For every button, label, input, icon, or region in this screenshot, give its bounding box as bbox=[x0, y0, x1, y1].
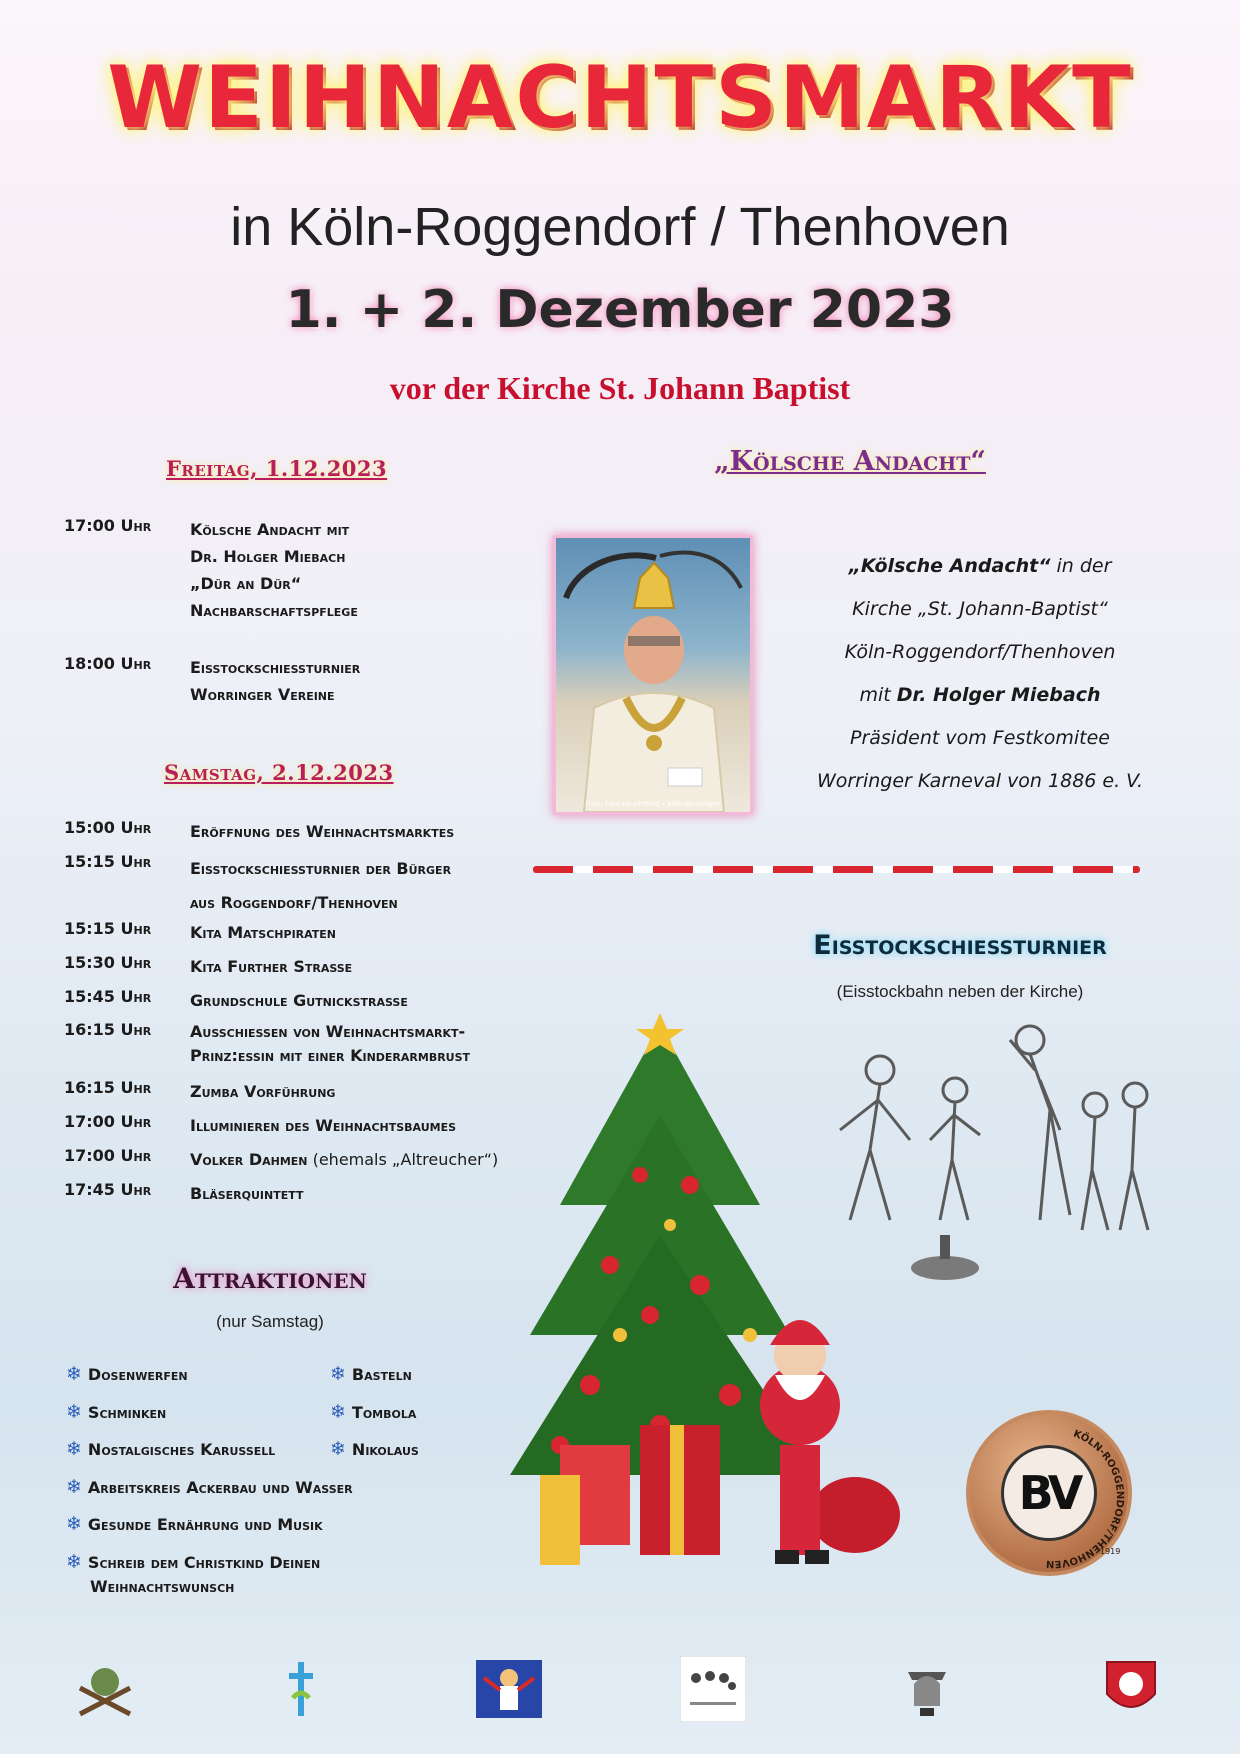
attraction-item bbox=[330, 1394, 419, 1432]
andacht-line bbox=[790, 545, 1170, 588]
snowflake-icon: ❄ bbox=[330, 1400, 346, 1423]
andacht-heading: „Kölsche Andacht“ bbox=[714, 446, 986, 477]
attraction-item bbox=[66, 1394, 353, 1432]
andacht-description bbox=[790, 545, 1170, 803]
attraction-item bbox=[66, 1431, 353, 1469]
schedule-time: 15:15 Uhr bbox=[64, 919, 152, 938]
attraction-label: Gesunde Ernährung und Musik bbox=[87, 1515, 323, 1534]
attraction-label: Schreib dem Christkind Deinen bbox=[87, 1552, 321, 1572]
photo-credit: Foto: Foto Leuchtfeld • Köln-Worringen bbox=[585, 800, 721, 808]
ssv-logo bbox=[1098, 1656, 1164, 1722]
attraction-item bbox=[330, 1431, 419, 1469]
saturday-schedule bbox=[64, 818, 534, 1218]
schedule-desc: Grundschule Gutnickstraße bbox=[190, 991, 408, 1010]
snowflake-icon: ❄ bbox=[330, 1363, 346, 1385]
schedule-time: 15:45 Uhr bbox=[64, 987, 152, 1006]
attraction-label: Dosenwerfen bbox=[87, 1365, 188, 1384]
kita-logo bbox=[476, 1656, 542, 1722]
schedule-time: 16:15 Uhr bbox=[64, 1078, 152, 1097]
schedule-desc: Bläserquintett bbox=[190, 1184, 304, 1203]
snowflake-icon: ❄ bbox=[66, 1550, 82, 1573]
poster-title: WEIHNACHTSMARKT bbox=[107, 48, 1133, 148]
desc-line: Ausschießen von Weihnachtsmarkt- bbox=[190, 1022, 466, 1041]
schedule-time: 15:15 Uhr bbox=[64, 852, 152, 871]
andacht-line: Worringer Karneval von 1886 e. V. bbox=[816, 770, 1144, 792]
desc-line: „Dür an Dür“ bbox=[190, 574, 302, 593]
bv-club-logo bbox=[966, 1410, 1132, 1576]
schedule-time: 17:00 Uhr bbox=[64, 1146, 152, 1165]
attraction-item bbox=[66, 1469, 353, 1507]
bv-year: 1919 bbox=[1100, 1547, 1121, 1556]
feuerwehr-logo bbox=[894, 1656, 960, 1722]
desc-line: Nachbarschaftspflege bbox=[190, 601, 358, 620]
portrait-illustration bbox=[556, 538, 750, 812]
schedule-time: 17:45 Uhr bbox=[64, 1180, 152, 1199]
attraction-label: Nikolaus bbox=[351, 1440, 419, 1459]
saturday-heading: Samstag, 2.12.2023 bbox=[164, 760, 394, 785]
schedule-time: 18:00 Uhr bbox=[64, 654, 152, 673]
poster-subtitle: in Köln-Roggendorf / Thenhoven bbox=[230, 197, 1010, 257]
schedule-desc bbox=[190, 852, 451, 920]
eisstock-subheading: (Eisstockbahn neben der Kirche) bbox=[836, 982, 1084, 1001]
desc-note: (ehemals „Altreucher“) bbox=[307, 1150, 499, 1169]
bv-letters: BV bbox=[1018, 1466, 1080, 1520]
desc-line: Eisstockschießturnier der Bürger bbox=[190, 859, 452, 878]
attraction-item bbox=[66, 1506, 353, 1544]
attraction-label: Arbeitskreis Ackerbau und Wasser bbox=[87, 1477, 353, 1497]
schedule-desc bbox=[190, 516, 358, 624]
attractions-subheading: (nur Samstag) bbox=[216, 1312, 324, 1331]
bv-ring-text: KÖLN-ROGGENDORF/THENHOVEN bbox=[1045, 1428, 1126, 1570]
attractions-heading: Attraktionen bbox=[173, 1262, 367, 1295]
schedule-time: 15:30 Uhr bbox=[64, 953, 152, 972]
schedule-desc bbox=[190, 654, 360, 708]
andacht-line: Präsident vom Festkomitee bbox=[850, 727, 1110, 749]
attractions-right-list bbox=[330, 1356, 419, 1469]
christmas-tree-illustration bbox=[500, 1005, 920, 1605]
andacht-bold: „Kölsche Andacht“ bbox=[848, 555, 1051, 577]
kirche-logo bbox=[268, 1656, 334, 1722]
snowflake-icon: ❄ bbox=[330, 1438, 346, 1460]
attraction-label-cont: Weihnachtswunsch bbox=[90, 1576, 235, 1596]
schedule-time: 16:15 Uhr bbox=[64, 1020, 152, 1039]
andacht-line: Köln-Roggendorf/Thenhoven bbox=[844, 641, 1116, 663]
schedule-desc: Kita Matschpiraten bbox=[190, 923, 337, 942]
attraction-item bbox=[330, 1356, 419, 1394]
attraction-label: Schminken bbox=[87, 1402, 167, 1422]
desc-line: Kölsche Andacht mit bbox=[190, 520, 350, 539]
schuetzen-logo bbox=[72, 1656, 138, 1722]
snowflake-icon: ❄ bbox=[66, 1400, 82, 1423]
snowflake-icon: ❄ bbox=[66, 1363, 82, 1385]
event-location: vor der Kirche St. Johann Baptist bbox=[389, 370, 851, 406]
schedule-desc bbox=[190, 1146, 498, 1174]
schedule-desc bbox=[190, 1020, 470, 1068]
attraction-item bbox=[66, 1550, 353, 1575]
attraction-label: Tombola bbox=[351, 1402, 417, 1422]
attractions-left-list bbox=[66, 1356, 353, 1599]
andacht-line bbox=[790, 674, 1170, 717]
candy-cane-divider bbox=[533, 866, 1140, 873]
desc-main: Volker Dahmen bbox=[190, 1150, 308, 1169]
desc-line: aus Roggendorf/Thenhoven bbox=[190, 893, 398, 912]
eisstock-heading: Eisstockschießturnier bbox=[813, 930, 1107, 961]
snowflake-icon: ❄ bbox=[66, 1438, 82, 1460]
attraction-label: Nostalgisches Karussell bbox=[87, 1440, 276, 1459]
desc-line: Eisstockschießturnier bbox=[190, 658, 361, 677]
desc-line: Prinz:essin mit einer Kinderarmbrust bbox=[190, 1046, 471, 1065]
bv-ring bbox=[970, 1414, 1136, 1580]
schedule-desc: Zumba Vorführung bbox=[190, 1082, 336, 1101]
andacht-line: Kirche „St. Johann-Baptist“ bbox=[852, 598, 1108, 620]
andacht-bold: Dr. Holger Miebach bbox=[896, 684, 1101, 706]
attraction-label: Basteln bbox=[351, 1365, 412, 1384]
schedule-desc: Kita Further Straße bbox=[190, 957, 353, 976]
event-dates: 1. + 2. Dezember 2023 bbox=[285, 280, 955, 340]
schedule-desc: Illuminieren des Weihnachtsbaumes bbox=[190, 1116, 457, 1135]
snowflake-icon: ❄ bbox=[66, 1513, 82, 1535]
andacht-rest: in der bbox=[1050, 555, 1112, 577]
andacht-pre: mit bbox=[859, 684, 897, 706]
friday-schedule bbox=[64, 516, 524, 716]
chor-logo bbox=[680, 1656, 746, 1722]
schedule-time: 17:00 Uhr bbox=[64, 516, 152, 535]
attraction-item bbox=[66, 1356, 353, 1394]
schedule-desc: Eröffnung des Weihnachtsmarktes bbox=[190, 822, 455, 841]
portrait-photo bbox=[553, 535, 753, 815]
schedule-time: 15:00 Uhr bbox=[64, 818, 152, 837]
schedule-time: 17:00 Uhr bbox=[64, 1112, 152, 1131]
friday-heading: Freitag, 1.12.2023 bbox=[166, 456, 388, 481]
desc-line: Dr. Holger Miebach bbox=[190, 547, 346, 566]
desc-line: Worringer Vereine bbox=[190, 685, 335, 704]
snowflake-icon: ❄ bbox=[66, 1475, 82, 1498]
